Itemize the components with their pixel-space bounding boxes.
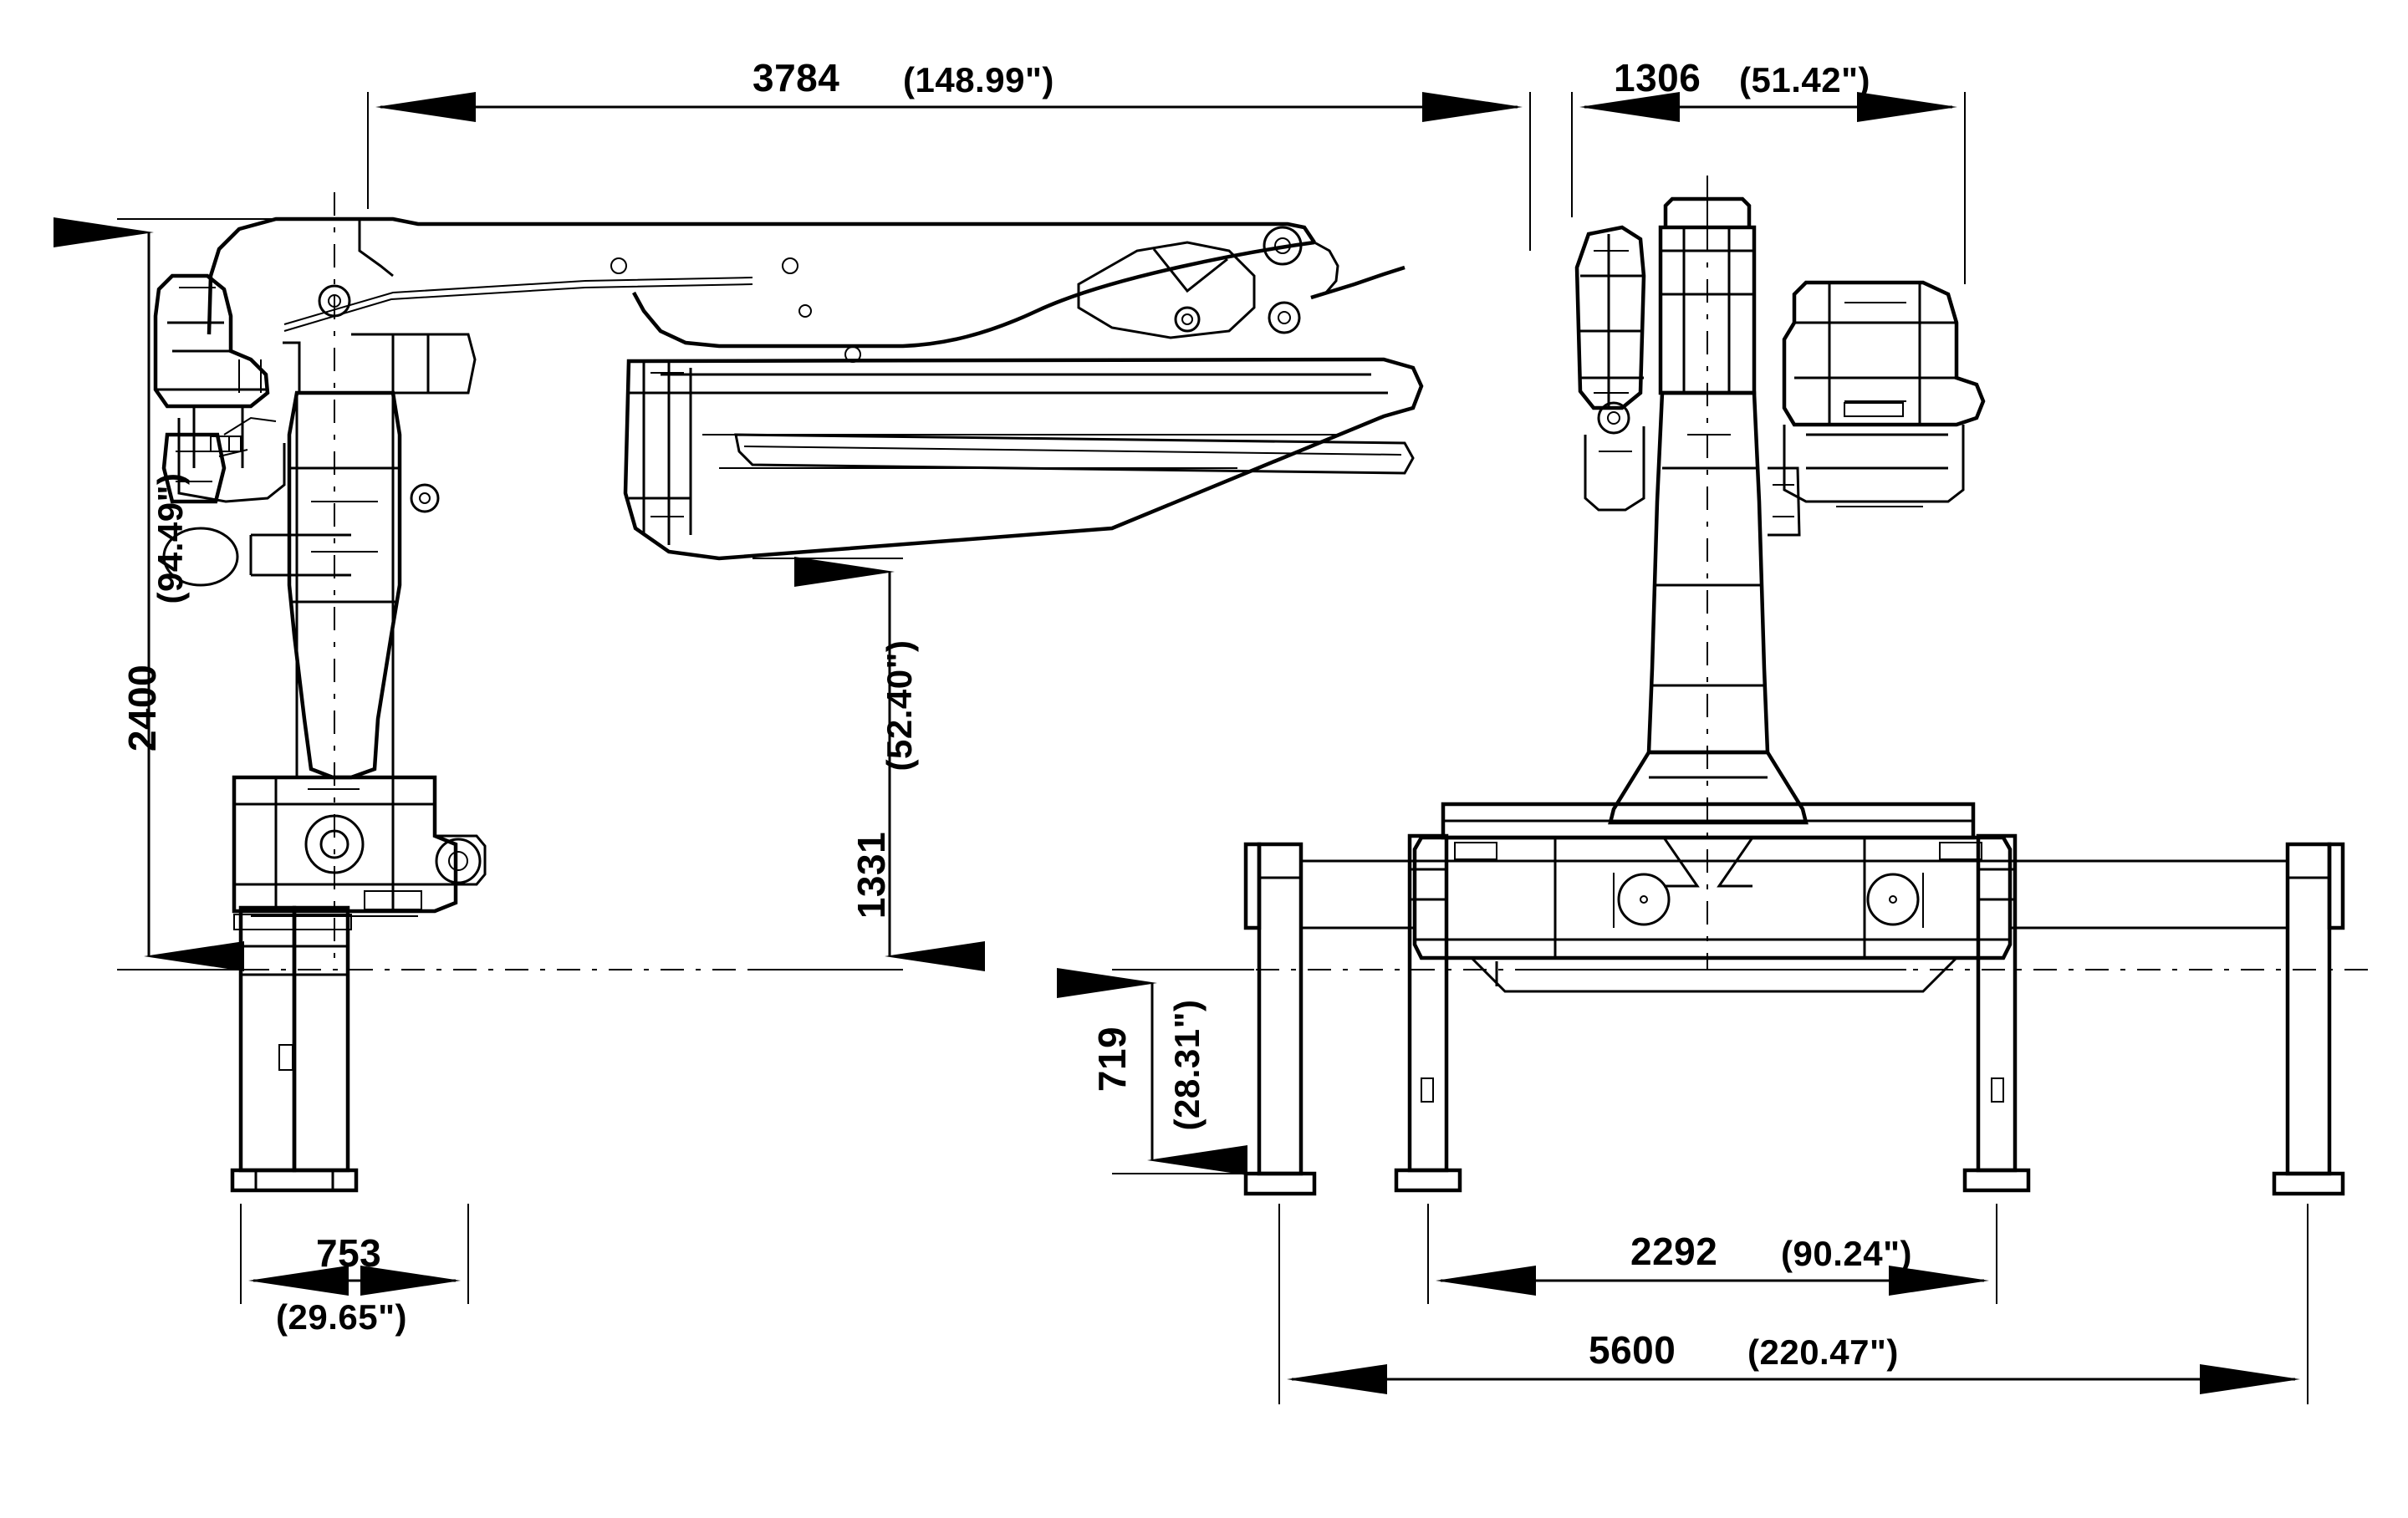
rear-view-group [1204, 176, 2375, 1194]
dimension-outrigger-drop-inch: (28.31") [1167, 999, 1207, 1131]
dimension-inner-span-mm: 2292 [1630, 1230, 1718, 1273]
dimension-rear-width-mm: 1306 [1614, 56, 1701, 99]
dimension-boom-height-mm: 1331 [849, 831, 893, 919]
dimension-inner-span-inch: (90.24") [1781, 1234, 1912, 1273]
dimension-overall-height-inch: (94.49") [150, 472, 190, 604]
dimension-overall-length-inch: (148.99") [903, 60, 1054, 99]
dimension-rear-width-inch: (51.42") [1739, 60, 1870, 99]
side-view-group [142, 192, 1421, 1190]
dimension-outer-span-mm: 5600 [1589, 1328, 1676, 1372]
dimension-base-width-inch: (29.65") [276, 1297, 407, 1337]
dimension-outrigger-drop-mm: 719 [1090, 1026, 1134, 1093]
dimension-outer-span-inch: (220.47") [1747, 1332, 1899, 1372]
dimension-overall-height-mm: 2400 [120, 664, 164, 752]
dimension-boom-height-inch: (52.40") [880, 639, 919, 772]
dimension-overall-length-mm: 3784 [752, 56, 840, 99]
dimension-base-width-mm: 753 [316, 1231, 382, 1275]
